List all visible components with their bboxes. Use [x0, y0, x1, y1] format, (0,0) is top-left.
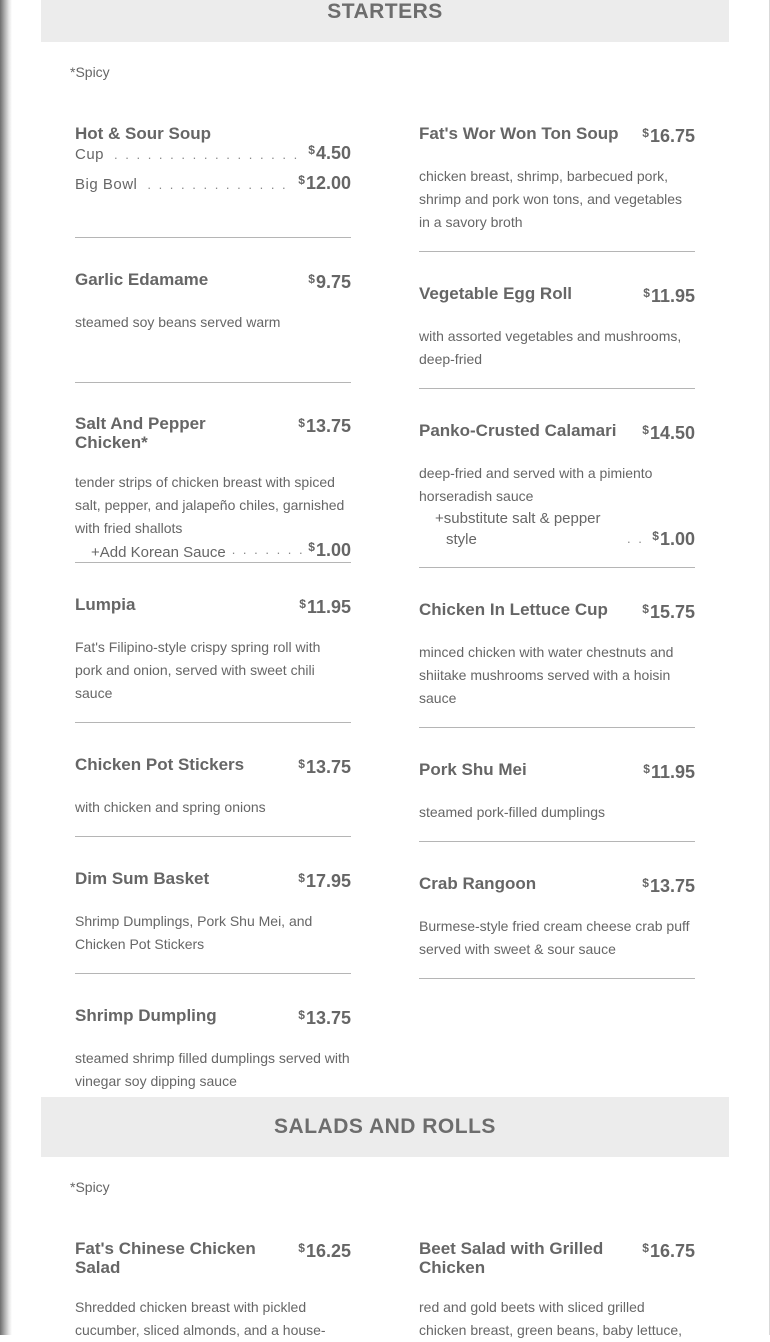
addon-price: $1.00 — [652, 529, 695, 549]
menu-item-chicken-lettuce-cup[interactable] — [419, 600, 695, 728]
item-description: Shrimp Dumplings, Pork Shu Mei, and Chicken Pot Stickers — [75, 913, 313, 952]
item-description: minced chicken with water chestnuts and shiitake mushrooms served with a hoisin sauce — [419, 644, 674, 706]
item-name: Pork Shu Mei — [419, 760, 527, 779]
dot-leader — [627, 531, 647, 546]
starters-right-column — [419, 124, 695, 979]
addon-row[interactable] — [435, 508, 695, 550]
item-name: Shrimp Dumpling — [75, 1006, 217, 1025]
item-description: steamed pork-filled dumplings — [419, 804, 605, 820]
item-price: $13.75 — [642, 876, 695, 896]
dot-leader — [114, 147, 302, 162]
item-price: $9.75 — [308, 272, 351, 292]
item-name: Vegetable Egg Roll — [419, 284, 573, 303]
item-name: Beet Salad with Grilled Chicken — [419, 1239, 604, 1277]
item-price: $11.95 — [299, 597, 351, 617]
item-name: Lumpia — [75, 595, 136, 614]
section-header-starters: STARTERS — [41, 0, 729, 42]
addon-label: +substitute salt & pepper style — [435, 510, 601, 548]
size-price: $4.50 — [308, 143, 351, 163]
dot-leader — [232, 542, 304, 557]
menu-item-crab-rangoon[interactable] — [419, 874, 695, 979]
item-description: red and gold beets with sliced grilled chicken breast, green beans, baby lettuce, — [419, 1299, 683, 1338]
item-name: Garlic Edamame — [75, 270, 209, 289]
menu-item-vegetable-egg-roll[interactable] — [419, 284, 695, 389]
addon-price: $1.00 — [308, 540, 351, 560]
item-name: Chicken Pot Stickers — [75, 755, 245, 774]
menu-item-panko-crusted-calamari[interactable] — [419, 421, 695, 568]
size-row-cup — [75, 143, 351, 173]
salads-right-column — [419, 1239, 695, 1342]
item-price: $14.50 — [642, 423, 695, 443]
dot-leader — [147, 177, 292, 192]
menu-item-pork-shu-mei[interactable] — [419, 760, 695, 842]
item-description: chicken breast, shrimp, barbecued pork, shrimp and pork won tons, and vegetables in a savory broth — [419, 168, 683, 230]
size-label: Cup — [75, 146, 105, 163]
item-name: Chicken In Lettuce Cup — [419, 600, 608, 619]
item-price: $13.75 — [298, 416, 351, 436]
item-description: tender strips of chicken breast with spiced salt, pepper, and jalapeño chiles, garnished with fried shallots — [75, 474, 345, 536]
menu-item-chinese-chicken-salad[interactable] — [75, 1239, 351, 1342]
starters-left-column — [75, 124, 351, 1111]
item-price: $13.75 — [298, 757, 351, 777]
item-name: Dim Sum Basket — [75, 869, 210, 888]
menu-item-hot-sour-soup[interactable] — [75, 124, 351, 238]
spicy-note: *Spicy — [70, 1179, 110, 1195]
item-description: steamed soy beans served warm — [75, 314, 281, 330]
item-description: with assorted vegetables and mushrooms, deep-fried — [419, 328, 682, 367]
item-description: with chicken and spring onions — [75, 799, 266, 815]
menu-item-lumpia[interactable] — [75, 595, 351, 723]
item-description: Shredded chicken breast with pickled cucumber, sliced almonds, and a house- — [75, 1299, 326, 1338]
item-name: Fat's Chinese Chicken Salad — [75, 1239, 256, 1277]
menu-item-wor-won-ton-soup[interactable] — [419, 124, 695, 252]
item-description: steamed shrimp filled dumplings served with vinegar soy dipping sauce — [75, 1050, 350, 1089]
addon-row[interactable] — [91, 540, 351, 561]
item-name: Hot & Sour Soup — [75, 124, 211, 143]
item-price: $16.25 — [298, 1241, 351, 1261]
page-edge-shadow — [0, 0, 12, 1335]
item-name: Panko-Crusted Calamari — [419, 421, 617, 440]
menu-item-shrimp-dumpling[interactable] — [75, 1006, 351, 1111]
item-description: Burmese-style fried cream cheese crab puff served with sweet & sour sauce — [419, 918, 690, 957]
item-price: $16.75 — [642, 1241, 695, 1261]
size-row-big-bowl — [75, 173, 351, 203]
section-header-salads-rolls: SALADS AND ROLLS — [41, 1097, 729, 1157]
item-price: $13.75 — [298, 1008, 351, 1028]
menu-item-dim-sum-basket[interactable] — [75, 869, 351, 974]
size-price: $12.00 — [298, 173, 351, 193]
size-label: Big Bowl — [75, 176, 138, 193]
menu-item-salt-pepper-chicken[interactable] — [75, 414, 351, 563]
item-price: $15.75 — [642, 602, 695, 622]
salads-left-column — [75, 1239, 351, 1342]
item-name: Fat's Wor Won Ton Soup — [419, 124, 619, 143]
item-price: $11.95 — [643, 762, 695, 782]
item-name: Crab Rangoon — [419, 874, 537, 893]
menu-item-garlic-edamame[interactable] — [75, 270, 351, 383]
item-price: $17.95 — [298, 871, 351, 891]
item-description: Fat's Filipino-style crispy spring roll with pork and onion, served with sweet chili sauce — [75, 639, 321, 701]
menu-item-beet-salad[interactable] — [419, 1239, 695, 1342]
spicy-note: *Spicy — [70, 64, 110, 80]
addon-label: +Add Korean Sauce — [91, 544, 226, 561]
item-description: deep-fried and served with a pimiento horseradish sauce — [419, 465, 653, 504]
item-price: $16.75 — [642, 126, 695, 146]
item-name: Salt And Pepper Chicken* — [75, 414, 206, 452]
item-price: $11.95 — [643, 286, 695, 306]
menu-item-chicken-pot-stickers[interactable] — [75, 755, 351, 837]
